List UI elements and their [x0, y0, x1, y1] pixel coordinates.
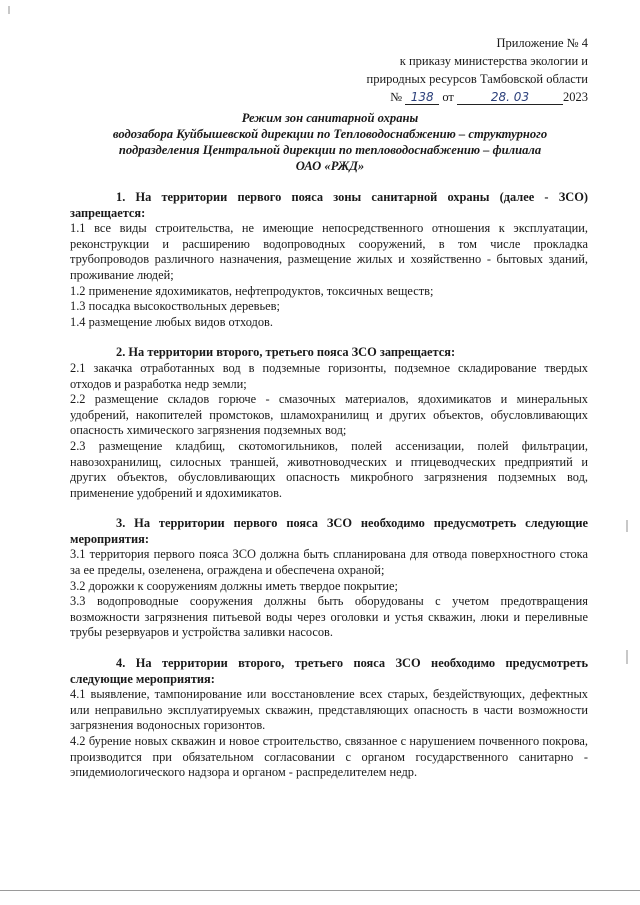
scan-mark [626, 650, 628, 664]
approval-line-3: природных ресурсов Тамбовской области [366, 72, 588, 86]
section-4-item: 4.1 выявление, тампонирование или восстановление всех старых, бездействующих, дефектных или неправильно эксплуатируемых скважин, представляющих опасность в части возможности загрязнения водоносных горизонтов. [70, 687, 588, 733]
section-1-heading: 1. На территории первого пояса зоны санитарной охраны (далее - ЗСО) запрещается: [70, 190, 588, 220]
approval-block [328, 34, 588, 106]
title-line-1: Режим зон санитарной охраны [241, 111, 419, 125]
document-body [70, 190, 588, 781]
order-number-line [328, 88, 588, 106]
section-4-heading: 4. На территории второго, третьего пояса ЗСО необходимо предусмотреть следующие мероприятия: [70, 656, 588, 686]
number-sign: № [390, 90, 403, 104]
section-1-item: 1.2 применение ядохимикатов, нефтепродуктов, токсичных веществ; [70, 283, 434, 298]
section-3-item: 3.1 территория первого пояса ЗСО должна быть спланирована для отвода поверхностного стока за ее пределы, озеленена, ограждена и обеспечена охраной; [70, 547, 588, 578]
scan-mark [626, 520, 628, 532]
section-3-heading: 3. На территории первого пояса ЗСО необходимо предусмотреть следующие мероприятия: [70, 516, 588, 546]
document-title [70, 110, 590, 174]
section-3-item: 3.3 водопроводные сооружения должны быть оборудованы с учетом предотвращения возможности загрязнения питьевой воды через оголовки и устья скважин, люки и переливные трубы резервуаров и устройства заливки насосов. [70, 594, 588, 640]
date-prefix: от [442, 90, 454, 104]
approval-line-2: к приказу министерства экологии и [399, 54, 588, 68]
title-line-2: водозабора Куйбышевской дирекции по Тепловодоснабжению – структурного [112, 127, 548, 141]
section-2-item: 2.3 размещение кладбищ, скотомогильников, полей ассенизации, полей фильтрации, навозохранилищ, силосных траншей, животноводческих и птицеводческих предприятий и других объектов, обусловливающих опасность микробного загрязнения подземных вод, применение удобрений и ядохимикатов. [70, 438, 588, 500]
section-3-item: 3.2 дорожки к сооружениям должны иметь твердое покрытие; [70, 578, 398, 593]
title-line-4: ОАО «РЖД» [295, 159, 365, 173]
approval-line-1: Приложение № 4 [496, 36, 588, 50]
order-year: 2023 [563, 90, 588, 104]
section-1-item: 1.4 размещение любых видов отходов. [70, 314, 273, 329]
section-4-item: 4.2 бурение новых скважин и новое строительство, связанное с нарушением почвенного покрова, производится при обязательном согласовании с органом государственного санитарно - эпидемиологического надзора и органом - распределителем недр. [70, 734, 588, 780]
section-1-item: 1.3 посадка высокоствольных деревьев; [70, 299, 280, 314]
section-1-item: 1.1 все виды строительства, не имеющие непосредственного отношения к эксплуатации, реконструкции и расширению водопроводных сооружений, в том числе прокладка трубопроводов различного назначения, размещение жилых и хозяйственно - бытовых зданий, проживание людей; [70, 221, 588, 282]
section-2-heading: 2. На территории второго, третьего пояса ЗСО запрещается: [116, 345, 456, 360]
page-bottom-rule [0, 890, 640, 891]
section-2-item: 2.1 закачка отработанных вод в подземные горизонты, подземное складирование твердых отходов и разработка недр земли; [70, 360, 588, 391]
order-date: 28. 03 [457, 90, 563, 105]
order-number: 138 [405, 90, 439, 105]
scan-mark [8, 6, 10, 14]
title-line-3: подразделения Центральной дирекции по тепловодоснабжению – филиала [118, 143, 542, 157]
section-2-item: 2.2 размещение складов горюче - смазочных материалов, ядохимикатов и минеральных удобрений, накопителей промстоков, шламохранилищ и других объектов, обусловливающих опасность химического загрязнения подземных вод; [70, 392, 588, 438]
